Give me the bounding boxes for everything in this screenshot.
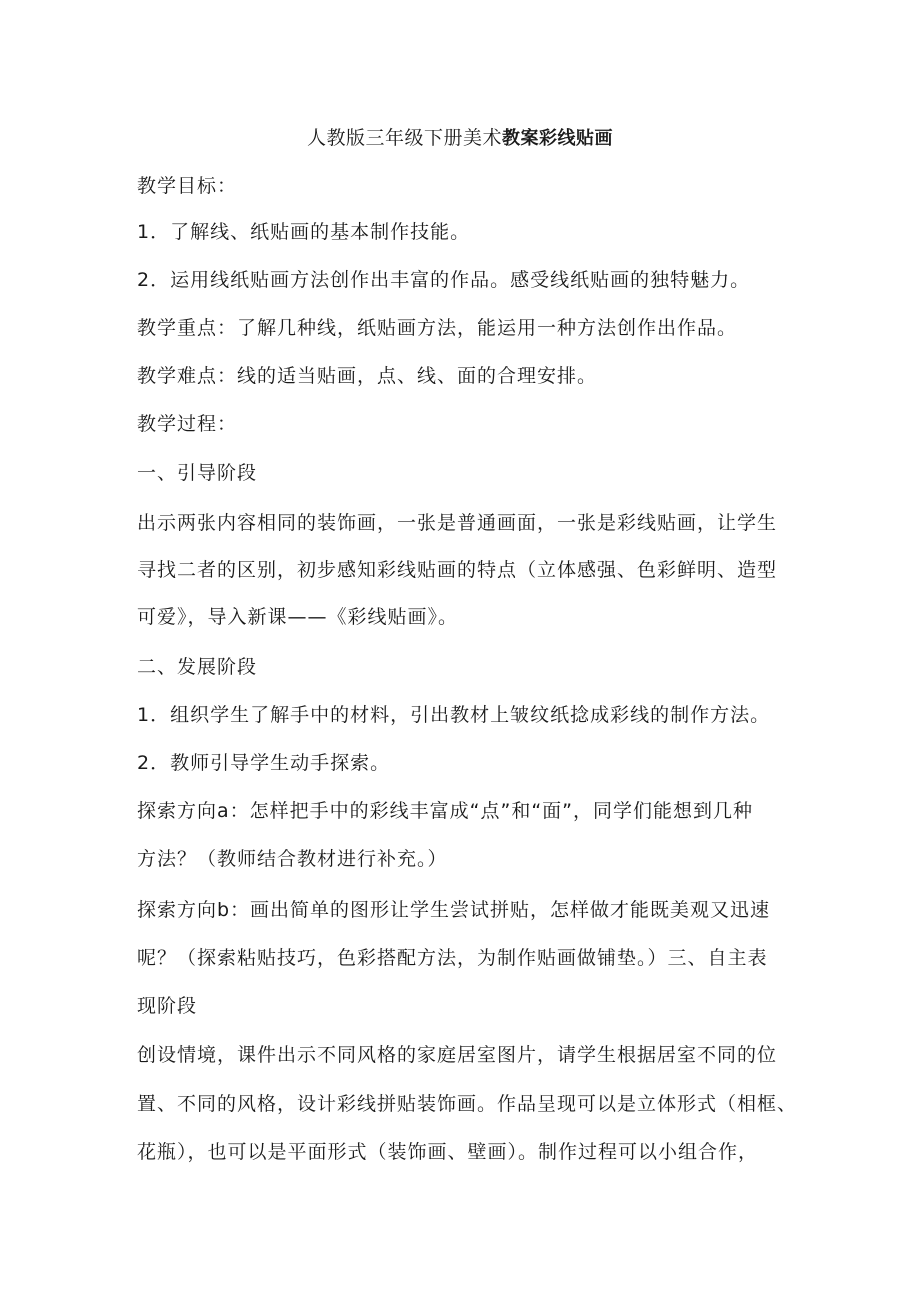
development-item-2: 2．教师引导学生动手探索。: [137, 752, 391, 774]
goal-item-2: 2．运用线纸贴画方法创作出丰富的作品。感受线纸贴画的独特魅力。: [137, 269, 751, 291]
paragraph-line: 可爱》，导入新课——《彩线贴画》。: [137, 606, 459, 628]
paragraph-line: 花瓶），也可以是平面形式（装饰画、壁画）。制作过程可以小组合作，: [137, 1141, 759, 1163]
heading-teaching-goals: 教学目标：: [137, 175, 238, 197]
section-heading-intro: 一、引导阶段: [137, 462, 258, 484]
title-bold-part: 教案彩线贴画: [502, 128, 613, 149]
paragraph-line: 出示两张内容相同的装饰画，一张是普通画面，一张是彩线贴画，让学生: [137, 512, 778, 534]
development-item-1: 1．组织学生了解手中的材料，引出教材上皱纹纸捻成彩线的制作方法。: [137, 704, 771, 726]
paragraph-line: 探索方向b：画出简单的图形让学生尝试拼贴，怎样做才能既美观又迅速: [137, 899, 771, 921]
teaching-key-points: 教学重点：了解几种线，纸贴画方法，能运用一种方法创作出作品。: [137, 317, 738, 339]
teaching-difficulties: 教学难点：线的适当贴画，点、线、面的合理安排。: [137, 365, 598, 387]
paragraph-line: 方法？（教师结合教材进行补充。）: [137, 848, 448, 870]
paragraph-line: 寻找二者的区别，初步感知彩线贴画的特点（立体感强、色彩鲜明、造型: [137, 559, 778, 581]
paragraph-line: 创设情境，课件出示不同风格的家庭居室图片，请学生根据居室不同的位: [137, 1044, 778, 1066]
goal-item-1: 1．了解线、纸贴画的基本制作技能。: [137, 221, 471, 243]
heading-teaching-process: 教学过程：: [137, 413, 238, 435]
paragraph-line: 探索方向a：怎样把手中的彩线丰富成“点”和“面”，同学们能想到几种: [137, 800, 754, 822]
paragraph-line: 呢？（探索粘贴技巧，色彩搭配方法，为制作贴画做铺垫。）三、自主表: [137, 947, 768, 969]
paragraph-line: 置、不同的风格，设计彩线拼贴装饰画。作品呈现可以是立体形式（相框、: [137, 1093, 798, 1115]
title-main: 人教版三年级下册美术: [306, 127, 502, 149]
document-title: [0, 124, 920, 153]
paragraph-line: 现阶段: [137, 995, 198, 1017]
section-heading-development: 二、发展阶段: [137, 656, 258, 678]
